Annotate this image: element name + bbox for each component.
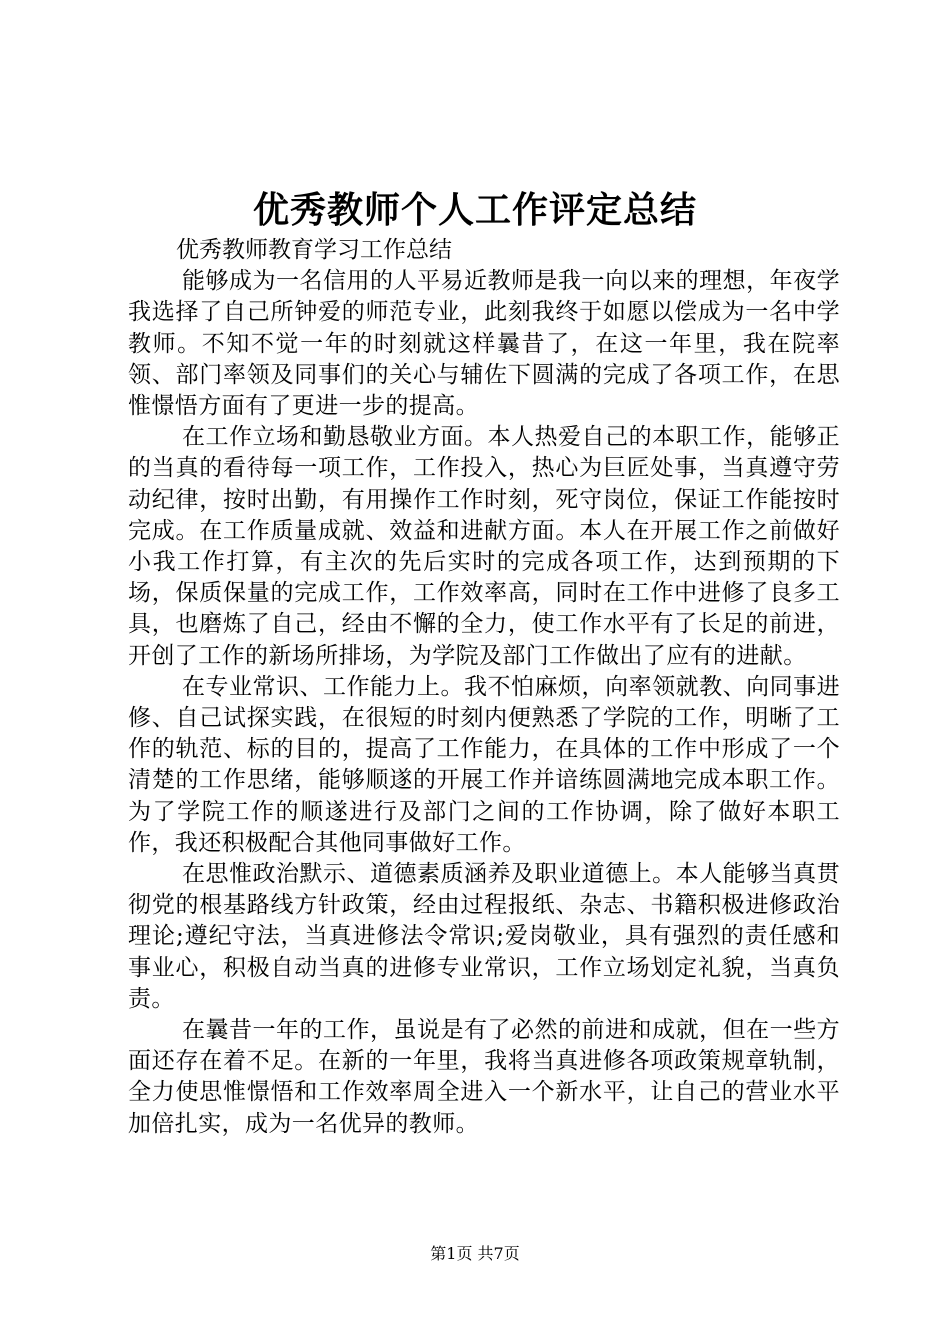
paragraph-3: 在专业常识、工作能力上。我不怕麻烦，向率领就教、向同事进修、自己试探实践，在很短的时刻内便熟悉了学院的工作，明晰了工作的轨范、标的目的，提高了工作能力，在具体的工作中形成了一个清楚的工作思绪，能够顺遂的开展工作并谙练圆满地完成本职工作。为了学院工作的顺遂进行及部门之间的工作协调，除了做好本职工作，我还积极配合其他同事做好工作。 <box>128 673 840 856</box>
paragraph-4: 在思惟政治默示、道德素质涵养及职业道德上。本人能够当真贯彻党的根基路线方针政策，经由过程报纸、杂志、书籍积极进修政治理论;遵纪守法，当真进修法令常识;爱岗敬业，具有强烈的责任感和事业心，积极自动当真的进修专业常识，工作立场划定礼貌，当真负责。 <box>128 861 840 1012</box>
paragraph-1: 能够成为一名信用的人平易近教师是我一向以来的理想，年夜学我选择了自己所钟爱的师范专业，此刻我终于如愿以偿成为一名中学教师。不知不觉一年的时刻就这样曩昔了，在这一年里，我在院率领、部门率领及同事们的关心与辅佐下圆满的完成了各项工作，在思惟憬悟方面有了更进一步的提高。 <box>128 268 840 420</box>
document-body <box>128 235 840 1140</box>
paragraph-2: 在工作立场和勤恳敬业方面。本人热爱自己的本职工作，能够正的当真的看待每一项工作，工作投入，热心为巨匠处事，当真遵守劳动纪律，按时出勤，有用操作工作时刻，死守岗位，保证工作能按时完成。在工作质量成就、效益和进献方面。本人在开展工作之前做好小我工作打算，有主次的先后实时的完成各项工作，达到预期的下场，保质保量的完成工作，工作效率高，同时在工作中进修了良多工具，也磨炼了自己，经由不懈的全力，使工作水平有了长足的前进，开创了工作的新场所排场，为学院及部门工作做出了应有的进献。 <box>128 424 840 669</box>
paragraph-5: 在曩昔一年的工作，虽说是有了必然的前进和成就，但在一些方面还存在着不足。在新的一年里，我将当真进修各项政策规章轨制，全力使思惟憬悟和工作效率周全进入一个新水平，让自己的营业水平加倍扎实，成为一名优异的教师。 <box>128 1017 840 1137</box>
document-subtitle: 优秀教师教育学习工作总结 <box>176 237 452 263</box>
page-indicator: 第1页 共7页 <box>430 1244 520 1263</box>
document-title: 优秀教师个人工作评定总结 <box>252 189 697 231</box>
